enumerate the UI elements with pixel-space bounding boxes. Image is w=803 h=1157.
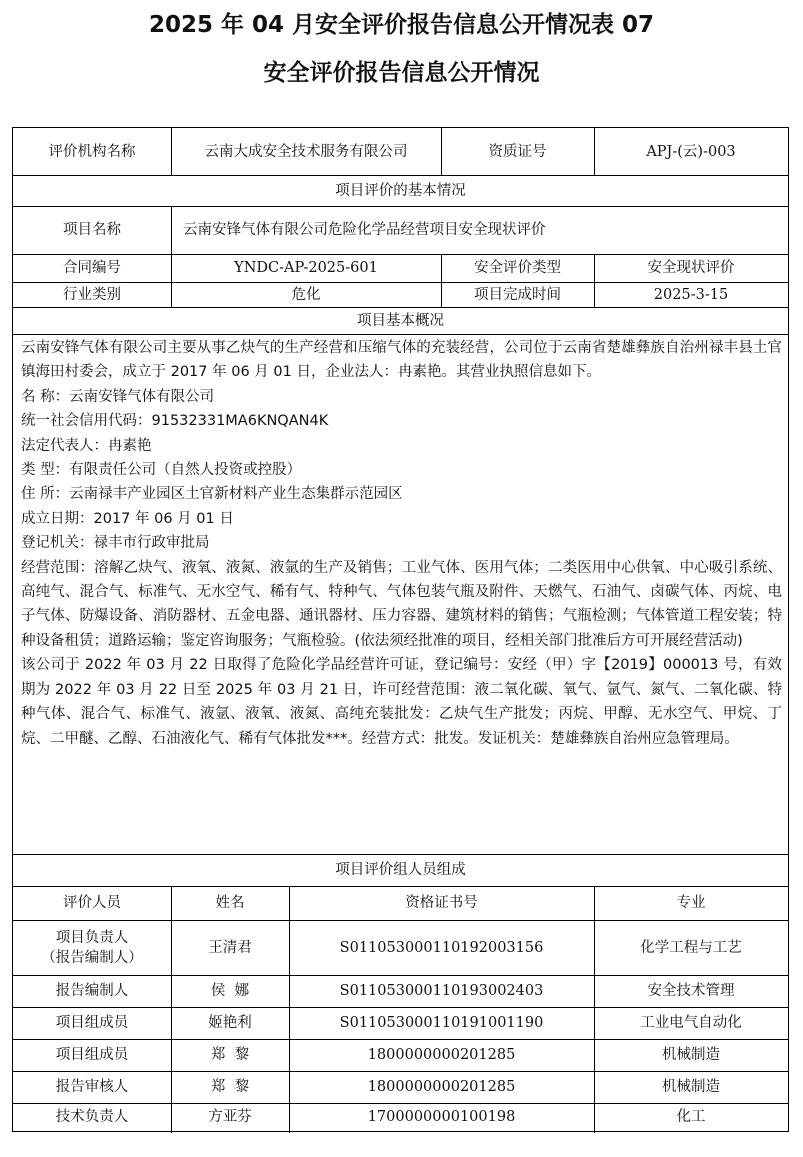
page-subtitle: 安全评价报告信息公开情况: [263, 60, 540, 86]
table-row-major: 化工: [676, 1109, 706, 1125]
company-type-line: 类 型：有限责任公司（自然人投资或控股）: [21, 462, 302, 479]
contract-value: YNDC-AP-2025-601: [234, 260, 378, 276]
table-row-cert: S011053000110192003156: [339, 939, 544, 956]
role-text: 项目负责人: [55, 929, 129, 946]
table-row-major: 机械制造: [662, 1079, 720, 1095]
business-scope-line: 经营范围：溶解乙炔气、液氧、液氮、液氩的生产及销售；工业气体、医用气体；二类医用中心供氧、中心吸引系统、高纯气、混合气、标准气、无水空气、稀有气、特种气、气体包装气瓶及附件、天燃气、石油气、卤碳气体、丙烷、电子气体、防爆设备、消防器材、五金电器、通讯器材、压力容器、建筑材料的销售；气瓶检测；气体管道工程安装；特种设备租赁；道路运输；鉴定咨询服务；气瓶检验。(依法须经批准的项目，经相关部门批准后方可开展经营活动): [21, 559, 782, 649]
rule: [13, 334, 788, 335]
table-row-major: 安全技术管理: [647, 983, 735, 999]
company-name-line: 名 称：云南安锋气体有限公司: [21, 388, 215, 405]
overview-intro: 云南安锋气体有限公司主要从事乙炔气的生产经营和压缩气体的充装经营，公司位于云南省楚雄彝族自治州禄丰县土官镇海田村委会，成立于 2017 年 06 月 01 日，企业法人：冉素艳。其营业执照信息如下。: [21, 340, 782, 381]
table-row-role: 项目组成员: [55, 1047, 129, 1063]
table-row-cert: 1800000000201285: [367, 1079, 516, 1095]
cert-value: APJ-(云)-003: [646, 143, 736, 160]
column-header-role: 评价人员: [63, 895, 121, 911]
contract-label: 合同编号: [63, 260, 121, 276]
table-row-name: 方亚芬: [208, 1109, 252, 1125]
founding-date-line: 成立日期：2017 年 06 月 01 日: [21, 510, 234, 527]
project-name-label: 项目名称: [63, 222, 121, 238]
finish-date-label: 项目完成时间: [474, 286, 561, 303]
column-header-name: 姓名: [215, 895, 245, 911]
role-text-note: （报告编制人）: [41, 949, 143, 966]
table-row-major: 化学工程与工艺: [640, 939, 742, 956]
industry-value: 危化: [291, 286, 321, 303]
team-section-header: 项目评价组人员组成: [335, 862, 466, 878]
table-row-major: 工业电气自动化: [640, 1015, 742, 1031]
overview-text: [21, 336, 782, 751]
table-row-name: 郑 黎: [210, 1079, 250, 1095]
table-row-role: 报告审核人: [55, 1079, 129, 1095]
finish-date-value: 2025-3-15: [653, 286, 729, 303]
table-row-cert: S011053000110193002403: [339, 983, 544, 999]
project-name-value: 云南安锋气体有限公司危险化学品经营项目安全现状评价: [183, 222, 546, 238]
basic-section-header: 项目评价的基本情况: [335, 182, 466, 199]
table-row-role: 报告编制人: [55, 983, 129, 999]
table-row-cert: 1800000000201285: [367, 1047, 516, 1063]
table-row-cert: 1700000000100198: [367, 1109, 516, 1125]
table-row-role: 项目组成员: [55, 1015, 129, 1031]
registration-authority-line: 登记机关：禄丰市行政审批局: [21, 535, 210, 552]
org-label: 评价机构名称: [48, 143, 136, 160]
table-row-name: 王清君: [208, 939, 252, 956]
table-row-role: 技术负责人: [55, 1109, 129, 1125]
cert-label: 资质证号: [488, 143, 547, 160]
eval-type-label: 安全评价类型: [474, 260, 561, 276]
industry-label: 行业类别: [63, 286, 121, 303]
legal-rep-line: 法定代表人：冉素艳: [21, 437, 152, 454]
page-title: 2025 年 04 月安全评价报告信息公开情况表 07: [148, 12, 655, 38]
eval-type-value: 安全现状评价: [647, 260, 735, 276]
org-value: 云南大成安全技术服务有限公司: [204, 143, 408, 160]
license-line: 该公司于 2022 年 03 月 22 日取得了危险化学品经营许可证，登记编号：安经（甲）字【2019】000013 号，有效期为 2022 年 03 月 22 日至 2025 年 03 月 21 日，许可经营范围：液二氧化碳、氧气、氩气、氮气、二氧化碳、特种气体、混合气、标准气、液氩、液氧、液氮、高纯充装批发：乙炔气生产批发；丙烷、甲醇、无水空气、甲烷、丁烷、二甲醚、乙醇、石油液化气、稀有气体批发***。经营方式：批发。发证机关：楚雄彝族自治州应急管理局。: [21, 657, 782, 747]
column-header-major: 专业: [676, 895, 706, 911]
table-row-major: 机械制造: [662, 1047, 720, 1063]
credit-code-line: 统一社会信用代码：91532331MA6KNQAN4K: [21, 413, 329, 430]
table-row-cert: S011053000110191001190: [339, 1015, 544, 1031]
overview-section-header: 项目基本概况: [357, 312, 444, 329]
table-row-role: [13, 920, 171, 975]
address-line: 住 所：云南禄丰产业园区土官新材料产业生态集群示范园区: [21, 486, 403, 503]
column-header-cert: 资格证书号: [405, 895, 478, 911]
table-row-name: 郑 黎: [210, 1047, 250, 1063]
info-table: [12, 127, 789, 1132]
table-row-name: 侯 娜: [210, 983, 250, 999]
table-row-name: 姬艳利: [208, 1015, 252, 1031]
